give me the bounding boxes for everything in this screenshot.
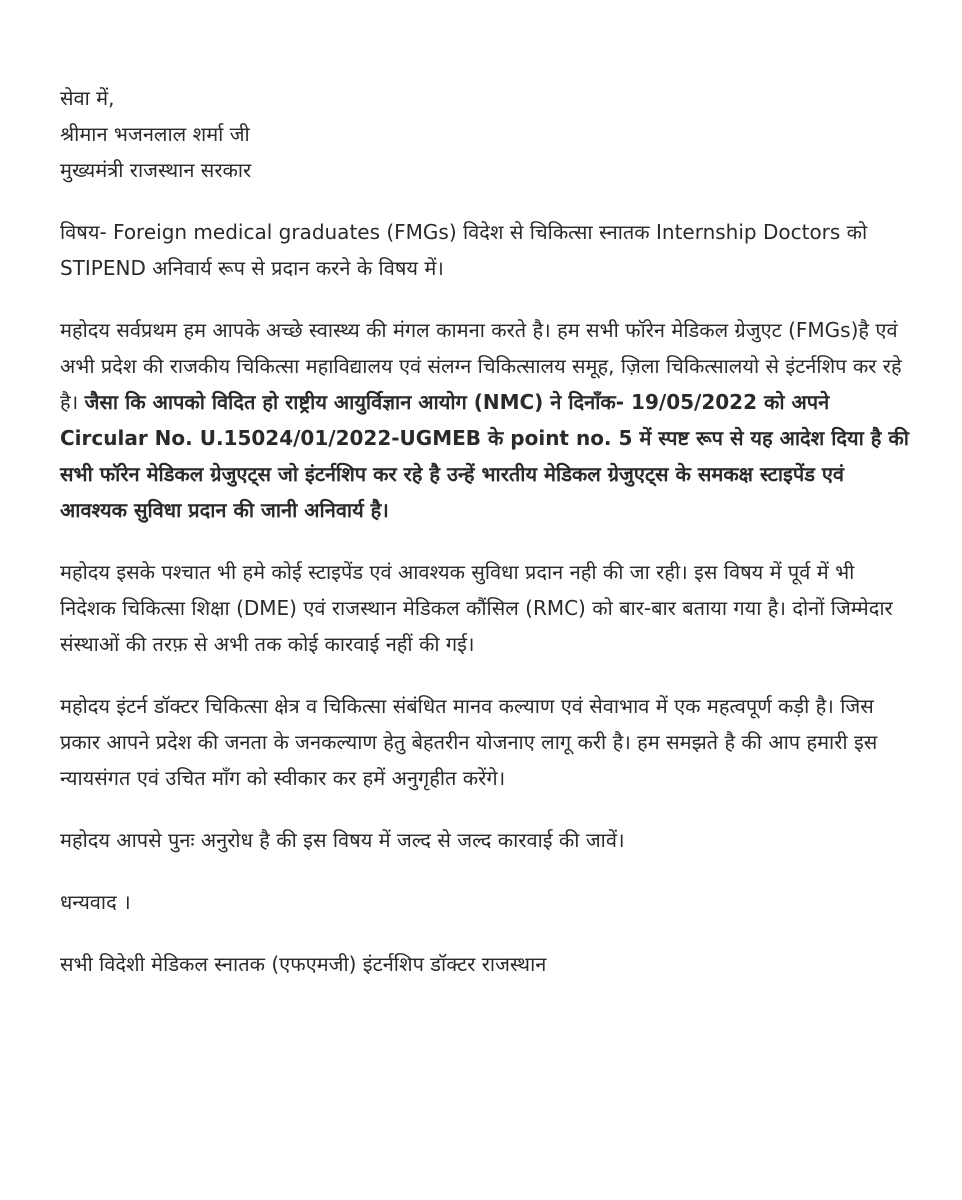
- salutation-line: सेवा में,: [60, 86, 115, 110]
- paragraph-intro: [60, 312, 910, 528]
- paragraph-complaint: महोदय इसके पश्चात भी हमे कोई स्टाइपेंड एवं आवश्यक सुविधा प्रदान नही की जा रही। इस विषय में पूर्व में भी निदेशक चिकित्सा शिक्षा (DME) एवं राजस्थान मेडिकल कौंसिल (RMC) को बार-बार बताया गया है। दोनों जिम्मेदार संस्थाओं की तरफ़ से अभी तक कोई कारवाई नहीं की गई।: [60, 560, 893, 656]
- thanks-line: धन्यवाद ।: [60, 890, 131, 914]
- paragraph-intro-text: महोदय सर्वप्रथम हम आपके अच्छे स्वास्थ्य की मंगल कामना करते है। हम सभी फॉरेन मेडिकल ग्रेजुएट (FMGs)है एवं अभी प्रदेश की राजकीय चिकित्सा महाविद्यालय एवं संलग्न चिकित्सालय समूह, ज़िला चिकित्सालयो से इंटर्नशिप कर रहे है।: [60, 318, 902, 414]
- recipient-title: मुख्यमंत्री राजस्थान सरकार: [60, 158, 252, 182]
- paragraph-intro-bold-text: जैसा कि आपको विदित हो राष्ट्रीय आयुर्विज्ञान आयोग (NMC) ने दिनाँक- 19/05/2022 को अपने Circular No. U.15024/01/2022-UGMEB के point no. 5 में स्पष्ट रूप से यह आदेश दिया है की सभी फॉरेन मेडिकल ग्रेजुएट्स जो इंटर्नशिप कर रहे है उन्हें भारतीय मेडिकल ग्रेजुएट्स के समकक्ष स्टाइपेंड एवं आवश्यक सुविधा प्रदान की जानी अनिवार्य है।: [60, 390, 909, 522]
- address-block: [60, 80, 910, 188]
- signature-line: सभी विदेशी मेडिकल स्नातक (एफएमजी) इंटर्नशिप डॉक्टर राजस्थान: [60, 952, 547, 976]
- recipient-name: श्रीमान भजनलाल शर्मा जी: [60, 122, 250, 146]
- paragraph-reminder: महोदय आपसे पुनः अनुरोध है की इस विषय में जल्द से जल्द कारवाई की जावें।: [60, 828, 625, 852]
- paragraph-request: महोदय इंटर्न डॉक्टर चिकित्सा क्षेत्र व चिकित्सा संबंधित मानव कल्याण एवं सेवाभाव में एक महत्वपूर्ण कड़ी है। जिस प्रकार आपने प्रदेश की जनता के जनकल्याण हेतु बेहतरीन योजनाए लागू करी है। हम समझते है की आप हमारी इस न्यायसंगत एवं उचित माँग को स्वीकार कर हमें अनुगृहीत करेंगे।: [60, 694, 878, 790]
- subject-line: विषय- Foreign medical graduates (FMGs) विदेश से चिकित्सा स्नातक Internship Doctors को STIPEND अनिवार्य रूप से प्रदान करने के विषय में।: [60, 220, 868, 280]
- letter-body: [60, 80, 910, 982]
